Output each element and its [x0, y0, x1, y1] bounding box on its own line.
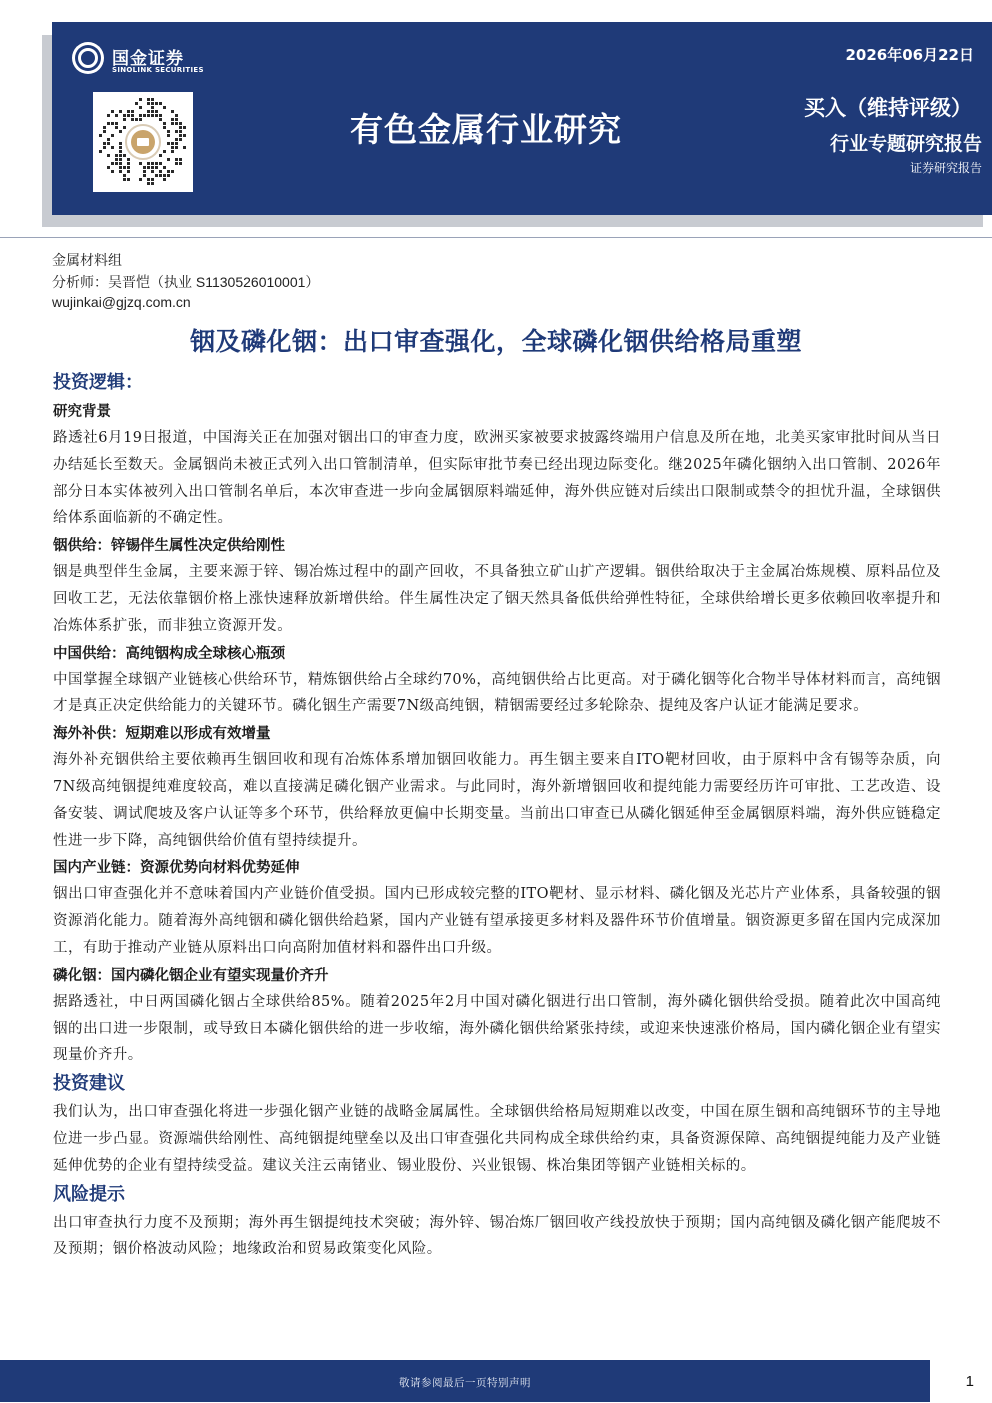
report-title: 铟及磷化铟：出口审查强化，全球磷化铟供给格局重塑	[189, 327, 802, 356]
section-heading-advice: 投资建议	[53, 1073, 125, 1095]
qr-module	[123, 178, 126, 181]
subheading-china-supply: 中国供给：高纯铟构成全球核心瓶颈	[53, 644, 285, 662]
qr-module	[171, 170, 174, 173]
qr-module	[171, 118, 174, 121]
qr-module	[151, 98, 154, 101]
paragraph-china-supply: 中国掌握全球铟产业链核心供给环节，精炼铟供给占全球约70%，高纯铟供给占比更高。对于磷化铟等化合物半导体材料而言，高纯铟才是真正决定供给能力的关键环节。磷化铟生产需要7N级高纯铟，精铟需要经过多轮除杂、提纯及客户认证才能满足要求。	[53, 671, 941, 715]
qr-module	[167, 134, 170, 137]
logo-text-cn: 国金证券	[112, 49, 184, 69]
header-divider	[0, 237, 992, 238]
subheading-background: 研究背景	[53, 403, 111, 420]
qr-module	[139, 98, 142, 101]
footer-disclaimer[interactable]: 敬请参阅最后一页特别声明	[399, 1377, 531, 1389]
qr-module	[107, 142, 110, 145]
qr-module	[131, 118, 134, 121]
qr-module	[119, 130, 122, 133]
qr-module	[139, 106, 142, 109]
qr-module	[103, 130, 106, 133]
qr-module	[163, 106, 166, 109]
qr-module	[167, 170, 170, 173]
qr-module	[155, 102, 158, 105]
qr-module	[111, 170, 114, 173]
qr-module	[131, 114, 134, 117]
qr-module	[163, 174, 166, 177]
qr-module	[139, 118, 142, 121]
qr-module	[159, 102, 162, 105]
qr-module	[179, 162, 182, 165]
logo-text-en: SINOLINK SECURITIES	[112, 66, 204, 74]
qr-module	[115, 122, 118, 125]
sector-title: 有色金属行业研究	[350, 110, 622, 149]
qr-module	[163, 166, 166, 169]
qr-module	[143, 170, 146, 173]
qr-module	[115, 162, 118, 165]
paragraph-domestic-chain: 铟出口审查强化并不意味着国内产业链价值受损。国内已形成较完整的ITO靶材、显示材料、磷化铟及光芯片产业体系，具备较强的铟资源消化能力。随着海外高纯铟和磷化铟供给趋紧，国内产业链有望承接更多材料及器件环节价值增量。铟资源更多留在国内完成深加工，有助于推动产业链从原料出口向高附加值材料和器件出口升级。	[53, 886, 941, 956]
qr-module	[103, 142, 106, 145]
qr-module	[139, 114, 142, 117]
qr-module	[127, 170, 130, 173]
paragraph-risk: 出口审查执行力度不及预期；海外再生铟提纯技术突破；海外锌、锡冶炼厂铟回收产线投放快于预期；国内高纯铟及磷化铟产能爬坡不及预期；铟价格波动风险；地缘政治和贸易政策变化风险。	[53, 1214, 941, 1258]
qr-module	[119, 170, 122, 173]
qr-module	[175, 130, 178, 133]
qr-module	[127, 162, 130, 165]
qr-module	[163, 122, 166, 125]
qr-module	[139, 178, 142, 181]
qr-module	[135, 118, 138, 121]
report-subtype: 证券研究报告	[909, 161, 982, 175]
company-logo	[72, 42, 222, 78]
qr-module	[143, 174, 146, 177]
qr-module	[151, 162, 154, 165]
qr-module	[115, 126, 118, 129]
qr-module	[111, 122, 114, 125]
qr-module	[107, 166, 110, 169]
qr-module	[151, 166, 154, 169]
qr-module	[139, 162, 142, 165]
paragraph-background: 路透社6月19日报道，中国海关正在加强对铟出口的审查力度，欧洲买家被要求披露终端用户信息及所在地，北美买家审批时间从当日办结延长至数天。金属铟尚未被正式列入出口管制清单，但实际审批节奏已经出现边际变化。继2025年磷化铟纳入出口管制、2026年部分日本实体被列入出口管制名单后，本次审查进一步向金属铟原料端延伸，海外供应链对后续出口限制或禁令的担忧升温，全球铟供给体系面临新的不确定性。	[53, 430, 941, 527]
qr-module	[171, 150, 174, 153]
qr-module	[151, 114, 154, 117]
report-type: 行业专题研究报告	[829, 133, 982, 155]
qr-module	[123, 174, 126, 177]
qr-module	[183, 126, 186, 129]
qr-module	[115, 114, 118, 117]
qr-module	[167, 130, 170, 133]
qr-module	[115, 158, 118, 161]
qr-module	[151, 110, 154, 113]
qr-module	[119, 166, 122, 169]
qr-code-icon	[93, 92, 193, 192]
analyst-info: 分析师：吴晋恺（执业 S1130526010001）	[52, 274, 320, 290]
qr-module	[175, 122, 178, 125]
qr-module	[119, 146, 122, 149]
section-heading-risk: 风险提示	[53, 1183, 125, 1205]
qr-module	[127, 114, 130, 117]
qr-module	[155, 114, 158, 117]
qr-module	[175, 118, 178, 121]
page-number: 1	[965, 1373, 974, 1390]
qr-module	[119, 162, 122, 165]
report-date: 2026年06月22日	[845, 46, 974, 64]
rating: 买入（维持评级）	[804, 96, 972, 120]
qr-module	[155, 110, 158, 113]
qr-module	[179, 134, 182, 137]
qr-module	[179, 122, 182, 125]
qr-module	[127, 178, 130, 181]
qr-module	[127, 158, 130, 161]
qr-module	[171, 122, 174, 125]
qr-module	[159, 170, 162, 173]
qr-module	[107, 138, 110, 141]
qr-module	[151, 102, 154, 105]
qr-module	[147, 162, 150, 165]
qr-module	[147, 102, 150, 105]
subheading-overseas: 海外补供：短期难以形成有效增量	[53, 725, 271, 743]
qr-module	[159, 114, 162, 117]
qr-module	[111, 110, 114, 113]
qr-module	[183, 134, 186, 137]
qr-module	[167, 174, 170, 177]
logo-mark-icon	[72, 42, 104, 74]
qr-module	[147, 110, 150, 113]
qr-module	[135, 102, 138, 105]
qr-module	[119, 142, 122, 145]
qr-module	[119, 158, 122, 161]
qr-module	[111, 146, 114, 149]
qr-module	[107, 122, 110, 125]
qr-module	[123, 118, 126, 121]
qr-module	[147, 114, 150, 117]
qr-module	[123, 166, 126, 169]
qr-module	[151, 178, 154, 181]
qr-module	[119, 154, 122, 157]
qr-module	[175, 142, 178, 145]
qr-module	[179, 158, 182, 161]
qr-module	[167, 158, 170, 161]
qr-module	[147, 98, 150, 101]
qr-module	[99, 150, 102, 153]
analyst-email[interactable]: wujinkai@gjzq.com.cn	[52, 294, 191, 310]
section-heading-logic: 投资逻辑：	[53, 372, 143, 393]
qr-module	[123, 114, 126, 117]
qr-module	[179, 130, 182, 133]
paragraph-advice: 我们认为，出口审查强化将进一步强化铟产业链的战略金属属性。全球铟供给格局短期难以改变，中国在原生铟和高纯铟环节的主导地位进一步凸显。资源端供给刚性、高纯铟提纯壁垒以及出口审查强化共同构成全球供给约束，具备资源保障、高纯铟提纯能力及产业链延伸优势的企业有望持续受益。建议关注云南锗业、锡业股份、兴业银锡、株冶集团等铟产业链相关标的。	[53, 1104, 941, 1174]
qr-module	[115, 154, 118, 157]
qr-module	[123, 154, 126, 157]
qr-module	[127, 166, 130, 169]
qr-module	[111, 162, 114, 165]
qr-module	[147, 178, 150, 181]
research-group: 金属材料组	[52, 252, 122, 268]
qr-module	[175, 138, 178, 141]
qr-module	[103, 146, 106, 149]
qr-module	[151, 170, 154, 173]
qr-module	[143, 114, 146, 117]
qr-module	[171, 146, 174, 149]
qr-module	[111, 134, 114, 137]
qr-module	[123, 126, 126, 129]
qr-module	[99, 134, 102, 137]
report-body	[53, 368, 941, 1263]
qr-module	[155, 166, 158, 169]
qr-module	[183, 146, 186, 149]
qr-module	[107, 114, 110, 117]
qr-module	[171, 110, 174, 113]
qr-module	[163, 150, 166, 153]
qr-module	[119, 150, 122, 153]
subheading-inp: 磷化铟：国内磷化铟企业有望实现量价齐升	[53, 966, 329, 984]
paragraph-inp: 据路透社，中日两国磷化铟占全球供给85%。随着2025年2月中国对磷化铟进行出口管制，海外磷化铟供给受损。随着此次中国高纯铟的出口进一步限制，或导致日本磷化铟供给的进一步收缩，海外磷化铟供给紧张持续，或迎来快速涨价格局，国内磷化铟企业有望实现量价齐升。	[53, 993, 941, 1064]
paragraph-supply: 铟是典型伴生金属，主要来源于锌、锡冶炼过程中的副产回收，不具备独立矿山扩产逻辑。铟供给取决于主金属冶炼规模、原料品位及回收工艺，无法依靠铟价格上涨快速释放新增供给。伴生属性决定了铟天然具备低供给弹性特征，全球供给增长更多依赖回收率提升和冶炼体系扩张，而非独立资源开发。	[53, 564, 941, 634]
qr-module	[167, 142, 170, 145]
qr-module	[163, 126, 166, 129]
qr-module	[147, 182, 150, 185]
qr-module	[119, 110, 122, 113]
qr-module	[147, 166, 150, 169]
qr-module	[179, 138, 182, 141]
subheading-supply: 铟供给：锌锡伴生属性决定供给刚性	[53, 537, 285, 555]
qr-module	[159, 162, 162, 165]
qr-module	[175, 162, 178, 165]
qr-module	[159, 118, 162, 121]
qr-module	[107, 154, 110, 157]
qr-module	[171, 142, 174, 145]
qr-module	[155, 174, 158, 177]
qr-module	[127, 110, 130, 113]
paragraph-overseas: 海外补充铟供给主要依赖再生铟回收和现有冶炼体系增加铟回收能力。再生铟主要来自ITO靶材回收，由于原料中含有锡等杂质，向7N级高纯铟提纯难度较高，难以直接满足磷化铟产业需求。与此同时，海外新增铟回收和提纯能力需要经历许可审批、工艺改造、设备安装、调试爬坡及客户认证等多个环节，供给释放更偏中长期变量。当前出口审查已从磷化铟延伸至金属铟原料端，海外供应链稳定性进一步下降，高纯铟供给价值有望持续提升。	[53, 752, 941, 849]
qr-module	[159, 154, 162, 157]
qr-module	[163, 178, 166, 181]
qr-module	[159, 174, 162, 177]
qr-module	[151, 182, 154, 185]
qr-module	[143, 166, 146, 169]
qr-module	[179, 126, 182, 129]
qr-module	[155, 162, 158, 165]
qr-code[interactable]	[93, 92, 193, 192]
qr-module	[151, 106, 154, 109]
subheading-domestic-chain: 国内产业链：资源优势向材料优势延伸	[53, 859, 300, 877]
qr-module	[175, 146, 178, 149]
qr-module	[103, 126, 106, 129]
qr-module	[131, 110, 134, 113]
qr-module	[175, 114, 178, 117]
qr-module	[175, 158, 178, 161]
